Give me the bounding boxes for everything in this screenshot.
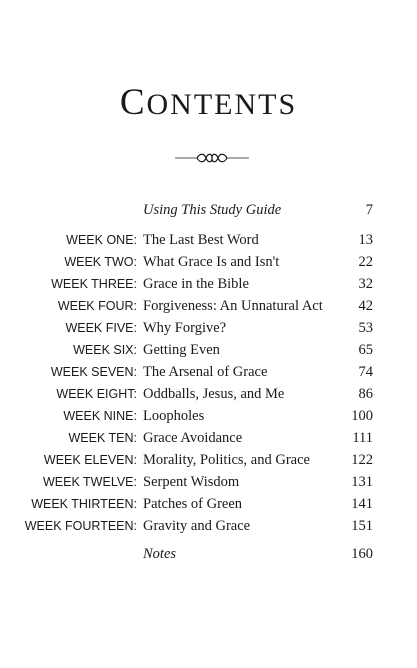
toc-page-number: 151 (351, 518, 373, 534)
toc-page-number: 160 (351, 546, 373, 562)
toc-chapter-title: Using This Study Guide (143, 202, 282, 218)
toc-week-label: WEEK TWELVE: (42, 475, 137, 489)
toc-page-number: 32 (358, 276, 373, 292)
toc-entry (0, 405, 417, 427)
toc-entry (0, 427, 417, 449)
toc-week-label: WEEK ONE: (66, 233, 137, 247)
scroll-flourish-icon (175, 151, 249, 165)
toc-entry (0, 295, 417, 317)
toc-page-number: 111 (352, 430, 373, 446)
toc-entry (0, 317, 417, 339)
toc-week-label: WEEK SEVEN: (50, 365, 137, 379)
toc-page-number: 131 (351, 474, 373, 490)
toc-page-number: 100 (351, 408, 373, 424)
toc-entry (0, 273, 417, 295)
toc-entry (0, 543, 417, 565)
toc-page-number: 13 (358, 232, 373, 248)
toc-page-number: 141 (351, 496, 373, 512)
toc-entry (0, 361, 417, 383)
toc-week-label: WEEK FIVE: (65, 321, 137, 335)
toc-entry (0, 383, 417, 405)
toc-week-label: WEEK THIRTEEN: (31, 497, 137, 511)
toc-chapter-title: Why Forgive? (143, 320, 227, 336)
toc-chapter-title: Loopholes (143, 408, 205, 424)
toc-entry (0, 449, 417, 471)
toc-chapter-title: Oddballs, Jesus, and Me (143, 386, 285, 402)
toc-chapter-title: The Last Best Word (143, 232, 259, 248)
toc-entry (0, 229, 417, 251)
toc-chapter-title: The Arsenal of Grace (143, 364, 268, 380)
toc-page-number: 53 (358, 320, 373, 336)
toc-week-label: WEEK TEN: (68, 431, 137, 445)
toc-entry (0, 493, 417, 515)
toc-page-number: 74 (358, 364, 373, 380)
toc-week-label: WEEK NINE: (63, 409, 137, 423)
toc-chapter-title: Morality, Politics, and Grace (143, 452, 310, 468)
toc-chapter-title: Notes (143, 546, 177, 562)
toc-chapter-title: Forgiveness: An Unnatural Act (143, 298, 323, 314)
toc-week-label: WEEK EIGHT: (56, 387, 137, 401)
toc-entry (0, 339, 417, 361)
toc-chapter-title: Getting Even (143, 342, 220, 358)
toc-page-number: 122 (351, 452, 373, 468)
toc-entry (0, 199, 417, 221)
toc-chapter-title: Grace Avoidance (143, 430, 243, 446)
toc-entry (0, 251, 417, 273)
toc-week-label: WEEK FOURTEEN: (24, 519, 137, 533)
toc-page-number: 42 (358, 298, 373, 314)
page-title-rest: ONTENTS (146, 88, 298, 121)
toc-chapter-title: Patches of Green (143, 496, 243, 512)
toc-page-number: 65 (358, 342, 373, 358)
toc-week-label: WEEK TWO: (64, 255, 137, 269)
toc-entry (0, 515, 417, 537)
page-title (0, 83, 417, 125)
toc-entry (0, 471, 417, 493)
toc-chapter-title: Grace in the Bible (143, 276, 249, 292)
toc-chapter-title: Serpent Wisdom (143, 474, 240, 490)
toc-page-number: 22 (358, 254, 373, 270)
page-title-initial: C (119, 82, 147, 123)
toc-chapter-title: Gravity and Grace (143, 518, 251, 534)
toc-week-label: WEEK FOUR: (57, 299, 137, 313)
toc-week-label: WEEK SIX: (73, 343, 137, 357)
toc-page-number: 86 (358, 386, 373, 402)
toc-chapter-title: What Grace Is and Isn't (143, 254, 280, 270)
toc-page-number: 7 (365, 202, 373, 218)
toc-week-label: WEEK ELEVEN: (43, 453, 137, 467)
toc-week-label: WEEK THREE: (51, 277, 137, 291)
